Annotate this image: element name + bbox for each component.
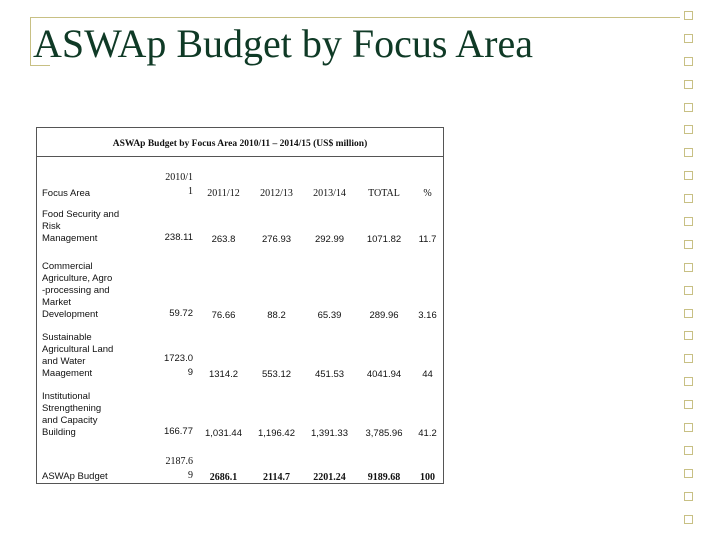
cell-total: 1071.82: [366, 234, 402, 245]
cell-2012-13: 88.2: [267, 310, 286, 321]
square-bullet-icon: [684, 423, 693, 432]
column-header-total: TOTAL: [368, 188, 400, 199]
cell-2011-12: 1314.2: [208, 369, 239, 380]
frame-left-line: [30, 17, 31, 65]
row-label-sustainable-land: Sustainable Agricultural Land and Water Maagement: [42, 332, 114, 379]
slide-title: ASWAp Budget by Focus Area: [33, 21, 533, 66]
square-bullet-icon: [684, 217, 693, 226]
square-bullet-icon: [684, 286, 693, 295]
square-bullet-icon: [684, 57, 693, 66]
square-bullet-icon: [684, 263, 693, 272]
square-bullet-icon: [684, 171, 693, 180]
square-bullet-icon: [684, 80, 693, 89]
row-label-institutional: Institutional Strengthening and Capacity Building: [42, 391, 102, 438]
table-header-row: [39, 158, 443, 201]
square-bullet-icon: [684, 194, 693, 203]
column-header-focus-area: Focus Area: [42, 188, 91, 199]
cell-total: 9189.68: [367, 472, 401, 483]
square-bullet-icon: [684, 240, 693, 249]
cell-2012-13: 553.12: [261, 369, 292, 380]
table-row-total: [39, 441, 443, 485]
cell-2012-13: 2114.7: [263, 472, 290, 483]
column-header-2012-13: 2012/13: [260, 188, 293, 199]
cell-2011-12: 1,031.44: [205, 428, 242, 439]
column-header-2011-12: 2011/12: [207, 188, 240, 199]
cell-percent: 44: [422, 369, 433, 380]
square-bullet-icon: [684, 492, 693, 501]
table-row: [39, 201, 443, 247]
table-caption: ASWAp Budget by Focus Area 2010/11 – 2014/15 (US$ million): [112, 139, 368, 149]
decorative-bullet-column: [684, 11, 696, 537]
square-bullet-icon: [684, 400, 693, 409]
square-bullet-icon: [684, 331, 693, 340]
cell-2010-11: 166.77: [163, 426, 193, 437]
square-bullet-icon: [684, 377, 693, 386]
cell-total: 289.96: [369, 310, 399, 321]
frame-top-line: [30, 17, 680, 18]
cell-percent: 41.2: [418, 428, 437, 439]
cell-2010-11: 238.11: [164, 232, 193, 243]
cell-2011-12: 2686.1: [209, 472, 238, 483]
square-bullet-icon: [684, 11, 693, 20]
table-row: [39, 323, 443, 382]
square-bullet-icon: [684, 148, 693, 157]
cell-total: 3,785.96: [365, 428, 403, 439]
cell-2012-13: 276.93: [261, 234, 292, 245]
cell-2011-12: 263.8: [211, 234, 236, 245]
cell-2013-14: 2201.24: [313, 472, 346, 483]
cell-2013-14: 292.99: [314, 234, 345, 245]
budget-table-panel: [36, 127, 444, 484]
row-label-food-security: Food Security and Risk Management: [42, 209, 120, 244]
column-header-2010-11: 2010/1 1: [165, 172, 193, 197]
square-bullet-icon: [684, 515, 693, 524]
square-bullet-icon: [684, 469, 693, 478]
square-bullet-icon: [684, 125, 693, 134]
table-row: [39, 247, 443, 323]
cell-2013-14: 451.53: [314, 369, 345, 380]
cell-2012-13: 1,196.42: [258, 428, 295, 439]
row-label-commercial-agriculture: Commercial Agriculture, Agro -processing and Market Development: [42, 261, 113, 320]
square-bullet-icon: [684, 446, 693, 455]
cell-2010-11: 1723.0 9: [163, 353, 193, 378]
cell-2010-11: 2187.6 9: [165, 456, 193, 481]
cell-2010-11: 59.72: [169, 308, 193, 319]
budget-table: [39, 158, 443, 485]
table-row: [39, 382, 443, 441]
square-bullet-icon: [684, 354, 693, 363]
column-header-2013-14: 2013/14: [313, 188, 346, 199]
cell-percent: 3.16: [418, 310, 437, 321]
cell-percent: 11.7: [418, 234, 437, 245]
cell-percent: 100: [420, 472, 435, 483]
column-header-percent: %: [423, 188, 432, 199]
cell-2013-14: 1,391.33: [311, 428, 348, 439]
row-label-aswap-budget: ASWAp Budget: [42, 471, 108, 482]
square-bullet-icon: [684, 309, 693, 318]
cell-total: 4041.94: [366, 369, 402, 380]
cell-2013-14: 65.39: [317, 310, 342, 321]
square-bullet-icon: [684, 34, 693, 43]
cell-2011-12: 76.66: [211, 310, 236, 321]
square-bullet-icon: [684, 103, 693, 112]
caption-divider: [37, 156, 443, 157]
